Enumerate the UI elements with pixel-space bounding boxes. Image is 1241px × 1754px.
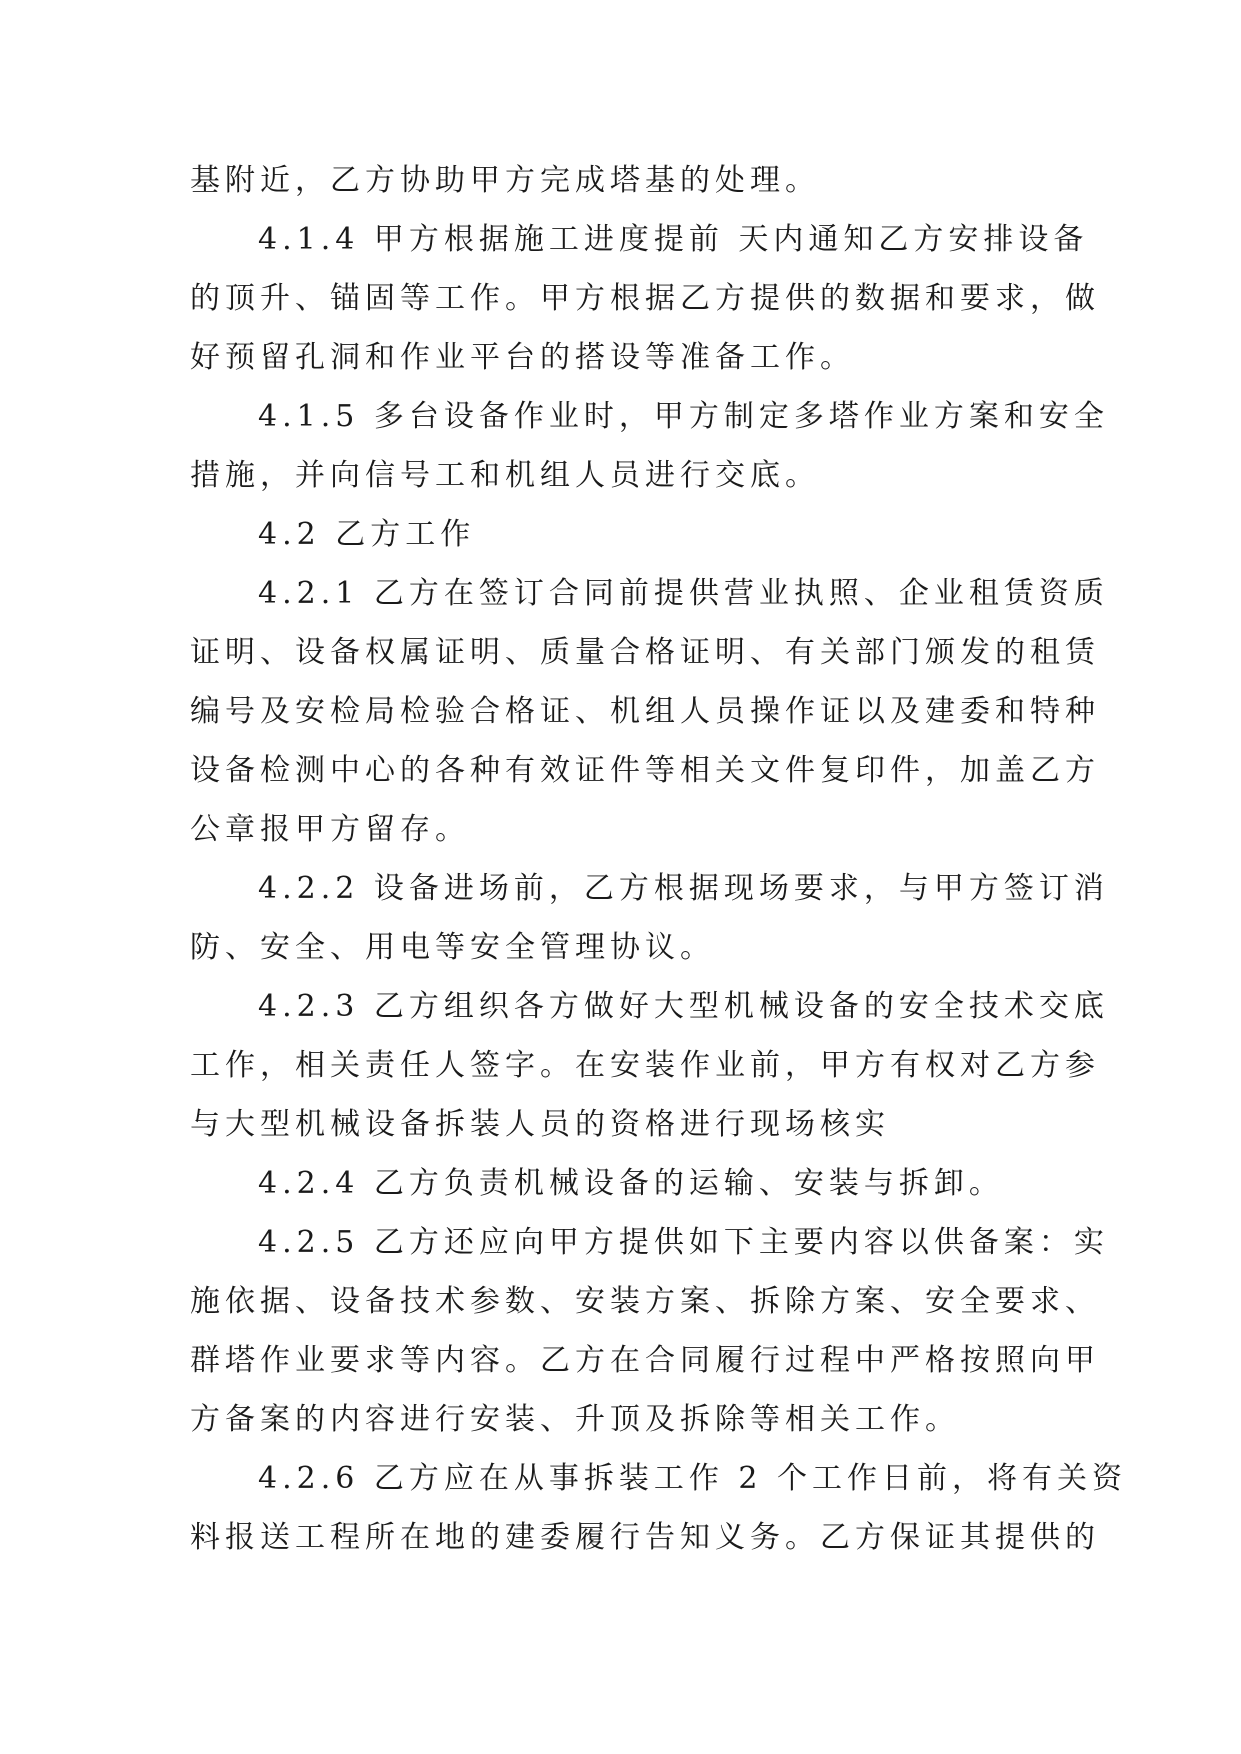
clause-4-2-4-line: 4.2.4 乙方负责机械设备的运输、安装与拆卸。 (258, 1166, 1004, 1201)
text-line: 防、安全、用电等安全管理协议。 (190, 930, 715, 965)
text-line: 施依据、设备技术参数、安装方案、拆除方案、安全要求、 (190, 1284, 1100, 1319)
clause-4-2-2-line: 4.2.2 设备进场前，乙方根据现场要求，与甲方签订消 (258, 871, 1109, 906)
text-line: 的顶升、锚固等工作。甲方根据乙方提供的数据和要求，做 (190, 281, 1100, 316)
text-line: 与大型机械设备拆装人员的资格进行现场核实 (190, 1107, 890, 1142)
text-line: 方备案的内容进行安装、升顶及拆除等相关工作。 (190, 1402, 960, 1437)
clause-4-2-5-line: 4.2.5 乙方还应向甲方提供如下主要内容以供备案：实 (258, 1225, 1109, 1260)
clause-4-2-1-line: 4.2.1 乙方在签订合同前提供营业执照、企业租赁资质 (258, 576, 1109, 611)
section-4-2-heading: 4.2 乙方工作 (258, 517, 476, 552)
text-line: 设备检测中心的各种有效证件等相关文件复印件，加盖乙方 (190, 753, 1100, 788)
text-line: 好预留孔洞和作业平台的搭设等准备工作。 (190, 340, 855, 375)
text-line: 措施，并向信号工和机组人员进行交底。 (190, 458, 820, 493)
clause-4-1-4-line: 4.1.4 甲方根据施工进度提前 天内通知乙方安排设备 (258, 222, 1089, 257)
clause-4-2-3-line: 4.2.3 乙方组织各方做好大型机械设备的安全技术交底 (258, 989, 1109, 1024)
clause-4-1-5-line: 4.1.5 多台设备作业时，甲方制定多塔作业方案和安全 (258, 399, 1109, 434)
text-line: 群塔作业要求等内容。乙方在合同履行过程中严格按照向甲 (190, 1343, 1100, 1378)
text-line: 基附近，乙方协助甲方完成塔基的处理。 (190, 163, 820, 198)
text-line: 编号及安检局检验合格证、机组人员操作证以及建委和特种 (190, 694, 1100, 729)
text-line: 公章报甲方留存。 (190, 812, 470, 847)
text-line: 工作，相关责任人签字。在安装作业前，甲方有权对乙方参 (190, 1048, 1100, 1083)
text-line: 料报送工程所在地的建委履行告知义务。乙方保证其提供的 (190, 1520, 1100, 1555)
document-body (190, 151, 1128, 1567)
text-line: 证明、设备权属证明、质量合格证明、有关部门颁发的租赁 (190, 635, 1100, 670)
clause-4-2-6-line: 4.2.6 乙方应在从事拆装工作 2 个工作日前，将有关资 (258, 1461, 1128, 1496)
